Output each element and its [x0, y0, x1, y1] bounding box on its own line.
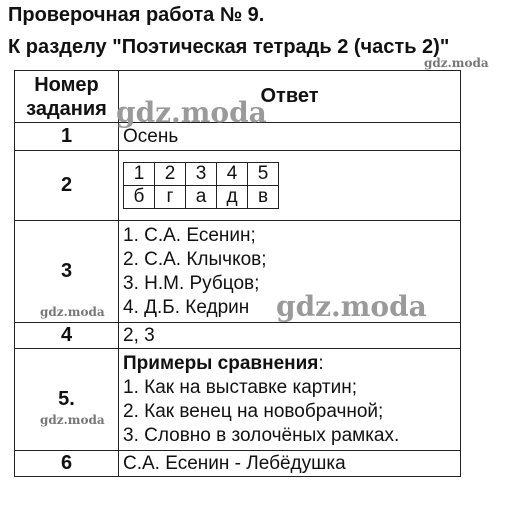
answer-line: С.А. Есенин - Лебёдушка [123, 452, 346, 474]
grid-row-numbers [124, 163, 279, 186]
task-number: 2 [15, 151, 119, 221]
watermark: gdz.moda [276, 290, 427, 323]
answer-cell [119, 151, 461, 221]
table-header-row [15, 71, 461, 123]
grid-cell: г [155, 186, 186, 209]
grid-cell: 1 [124, 163, 155, 186]
grid-cell: 2 [155, 163, 186, 186]
answer-cell [119, 221, 461, 323]
grid-cell: б [124, 186, 155, 209]
header-number-line2: задания [26, 97, 107, 120]
watermark: gdz.moda [424, 56, 489, 70]
grid-cell: а [186, 186, 217, 209]
answer-line: Осень [123, 125, 179, 147]
header-number-cell [15, 71, 119, 123]
answer-line: 2. Как венец на новобрачной; [123, 400, 384, 422]
task-number: 1 [15, 123, 119, 151]
answers-table [14, 70, 461, 477]
answer-line: 1. С.А. Есенин; [123, 224, 256, 246]
watermark: gdz.moda [116, 96, 267, 129]
answer-cell [119, 349, 461, 451]
answer-cell [119, 323, 461, 349]
answer-lead-suffix: : [318, 352, 324, 374]
worksheet-title: Проверочная работа № 9. [8, 4, 265, 26]
grid-cell: 3 [186, 163, 217, 186]
grid-cell: 4 [217, 163, 248, 186]
task-number: 5. [15, 349, 119, 451]
answer-line: 1. Как на выставке картин; [123, 376, 357, 398]
watermark: gdz.moda [40, 413, 105, 427]
grid-cell: д [217, 186, 248, 209]
answer-line: 3. Н.М. Рубцов; [123, 272, 260, 294]
answer-line: 3. Словно в золочёных рамках. [123, 424, 400, 446]
grid-cell: 5 [248, 163, 279, 186]
table-row [15, 349, 461, 451]
answer-line: 2. С.А. Клычков; [123, 248, 267, 270]
header-number-line1: Номер [34, 73, 99, 96]
section-subtitle: К разделу "Поэтическая тетрадь 2 (часть 2)" [8, 36, 450, 58]
table-row [15, 151, 461, 221]
answer-line: 4. Д.Б. Кедрин [123, 296, 250, 318]
watermark: gdz.moda [40, 305, 105, 319]
table-row [15, 221, 461, 323]
task-number: 6 [15, 451, 119, 477]
matching-grid [123, 162, 279, 209]
table-row [15, 323, 461, 349]
header-answer-cell: Ответ [119, 71, 461, 123]
answer-lead: Примеры сравнения [123, 352, 319, 374]
grid-cell: в [248, 186, 279, 209]
answer-cell [119, 451, 461, 477]
answer-line: 2, 3 [123, 324, 155, 346]
answer-cell [119, 123, 461, 151]
task-number: 3 [15, 221, 119, 323]
table-row [15, 451, 461, 477]
answer-lead-line [123, 352, 460, 376]
grid-row-letters [124, 186, 279, 209]
table-row [15, 123, 461, 151]
task-number: 4 [15, 323, 119, 349]
